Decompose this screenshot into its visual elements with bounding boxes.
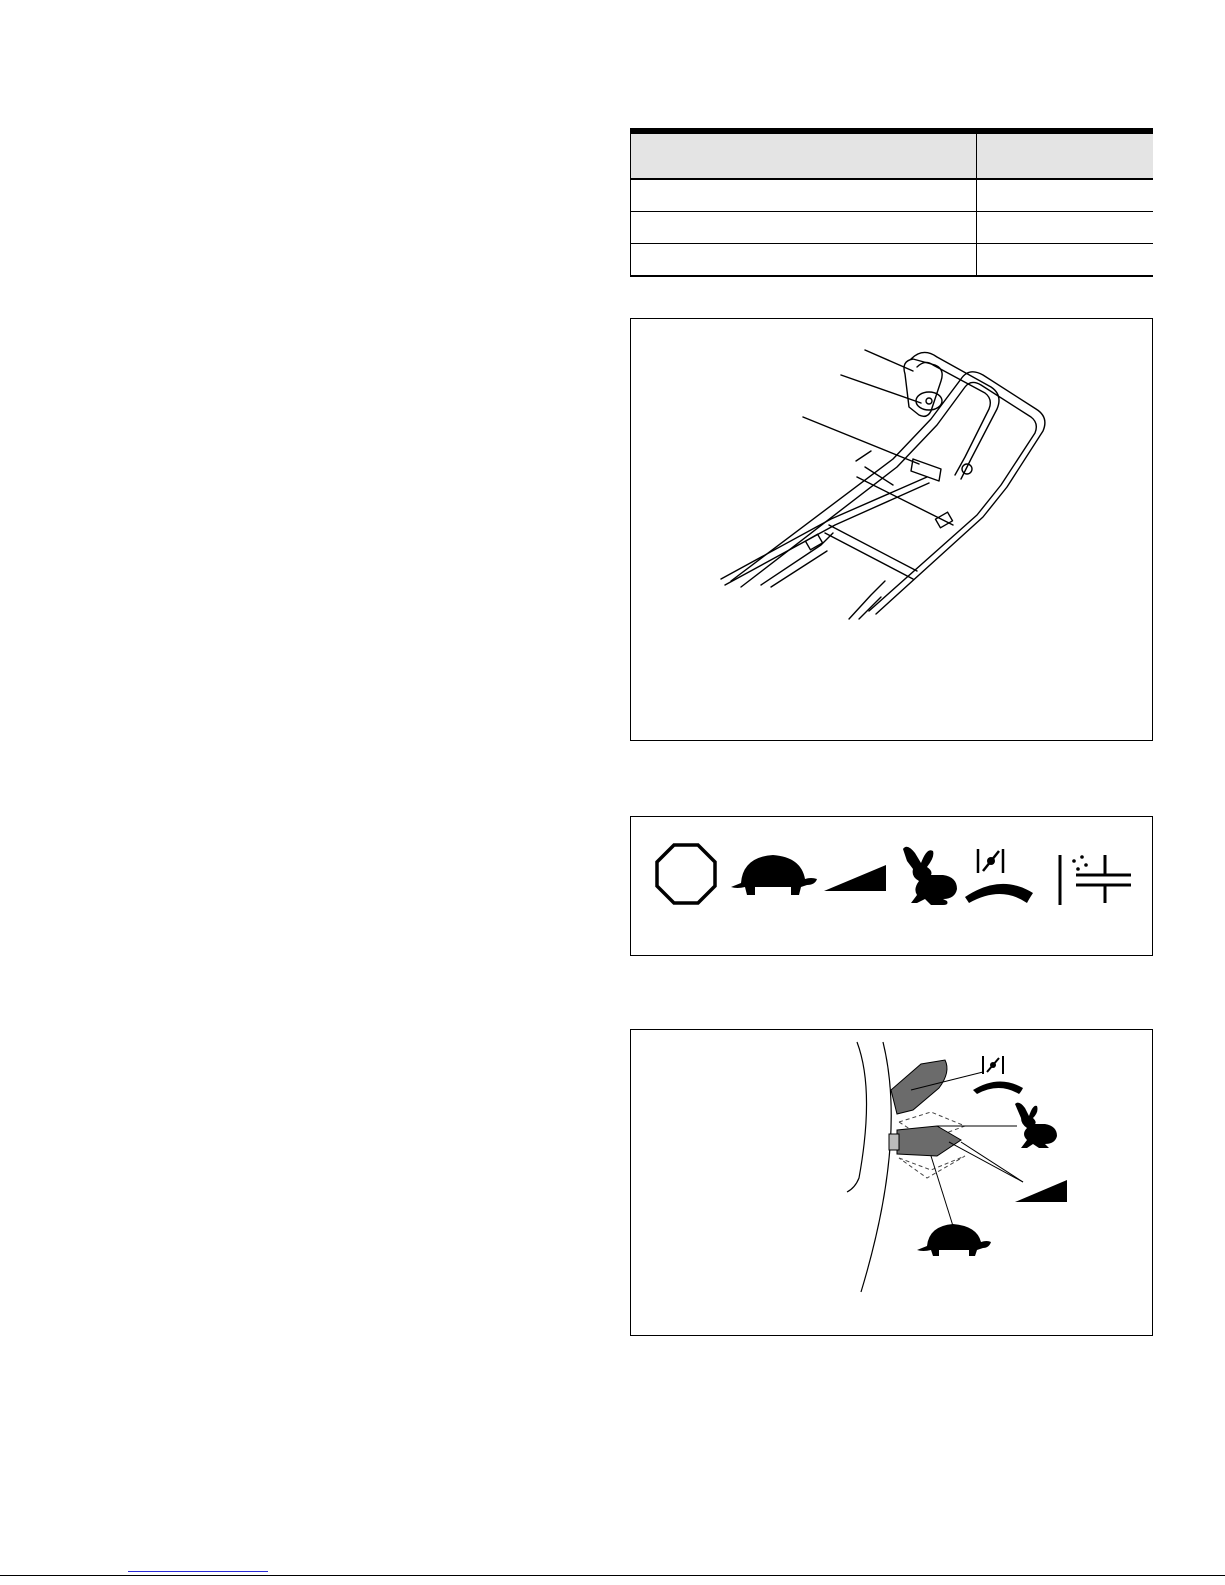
handle-bar-outline bbox=[847, 1042, 867, 1192]
table-row bbox=[630, 180, 1153, 212]
table-cell bbox=[630, 180, 977, 211]
throttle-symbol-strip bbox=[631, 817, 1152, 955]
table-cell bbox=[977, 180, 1153, 211]
prime-icon bbox=[1060, 855, 1131, 905]
lever-callout bbox=[865, 350, 913, 371]
choke-lever bbox=[891, 1060, 947, 1114]
table-row bbox=[630, 212, 1153, 244]
table-cell bbox=[630, 244, 977, 275]
turtle-slow-icon bbox=[731, 855, 817, 895]
table-header-cell bbox=[977, 134, 1153, 178]
rabbit-fast-icon bbox=[903, 847, 957, 905]
table-cell bbox=[977, 244, 1153, 275]
handle-assembly-figure bbox=[630, 318, 1153, 741]
control-knob-callout bbox=[841, 375, 921, 403]
throttle-symbol-figure bbox=[630, 816, 1153, 956]
speed-ramp-icon bbox=[1015, 1180, 1067, 1202]
choke-icon bbox=[973, 1056, 1023, 1094]
table-cell bbox=[977, 212, 1153, 243]
table-header-cell bbox=[630, 134, 977, 178]
table-header-row bbox=[630, 134, 1153, 180]
table-cell bbox=[630, 212, 977, 243]
throttle-lever-drawing bbox=[631, 1030, 1152, 1335]
handle-assembly-drawing bbox=[631, 319, 1152, 740]
table-row bbox=[630, 244, 1153, 277]
footer-link-underline[interactable] bbox=[128, 1571, 268, 1572]
footer-rule bbox=[0, 1575, 1225, 1576]
rabbit-fast-icon bbox=[1015, 1103, 1057, 1148]
spec-table bbox=[630, 128, 1153, 277]
speed-ramp-icon bbox=[824, 865, 886, 891]
choke-icon bbox=[965, 849, 1033, 903]
turtle-slow-icon bbox=[917, 1224, 991, 1256]
stop-octagon-icon bbox=[657, 845, 715, 903]
throttle-lever-figure bbox=[630, 1029, 1153, 1336]
